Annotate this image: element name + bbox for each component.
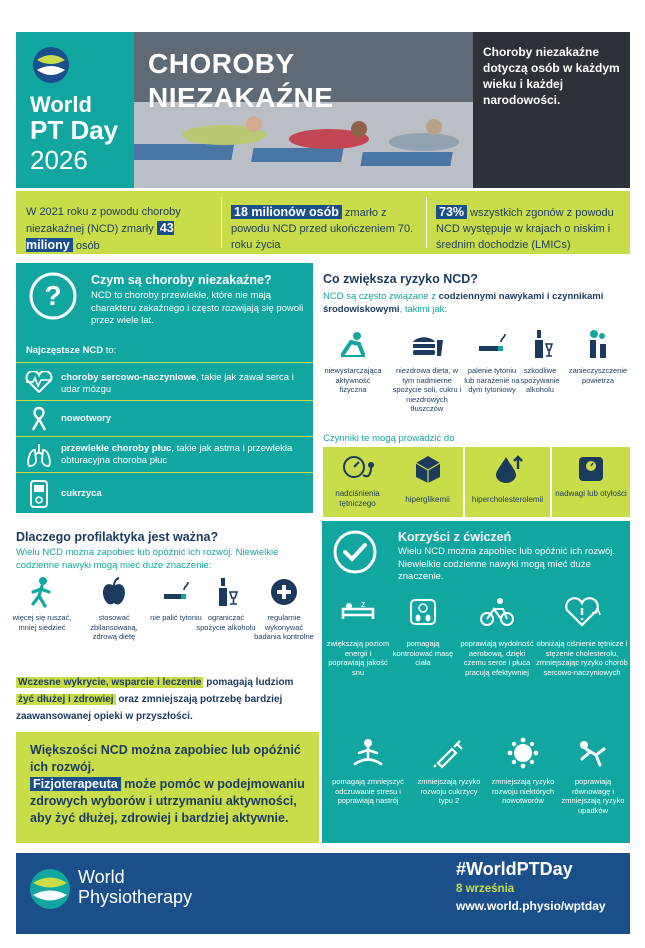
benefit-label: pomagają zmniejszyć odczuwanie stresu i poprawiają nastrój <box>332 777 404 805</box>
lead-to-label: Czynniki te mogą prowadzić do <box>323 433 455 444</box>
habit-label: więcej się ruszać, mniej siedzieć <box>12 613 72 632</box>
svg-text:?: ? <box>44 280 62 311</box>
logo-ptday-text: PT Day <box>30 115 119 145</box>
benefit-stress <box>326 737 410 806</box>
habit-label: stosować zbilansowaną, zdrową dietę <box>90 613 138 641</box>
result-hypertension <box>323 447 392 517</box>
footer-date: 8 września <box>456 883 515 895</box>
benefit-label: poprawiają wydolność aerobową, dzięki czemu serce i płuca pracują efektywniej <box>460 639 534 677</box>
world-physiotherapy-logo-icon <box>28 867 72 911</box>
logo-year-text: 2026 <box>30 145 88 175</box>
stat-1-suffix: osób <box>72 240 100 252</box>
stat-2-highlight: 18 milionów osób <box>231 205 342 219</box>
footer-url[interactable]: www.world.physio/wptday <box>456 899 606 913</box>
header-photo <box>134 32 473 188</box>
risk-intro-pre: NCD są często związane z <box>323 291 439 302</box>
ncd-info-panel <box>16 263 313 513</box>
disease-rest: , takie jak astma i przewlekła obturacyjna choroba płuc <box>61 443 293 466</box>
wine-bottle-icon <box>524 328 556 360</box>
stat-3 <box>426 191 630 254</box>
common-ncd-label <box>26 345 116 356</box>
world-pt-day-logo-icon <box>32 46 70 84</box>
risk-intro-bold: codziennymi nawykami i czynnikami środowiskowymi <box>323 291 604 315</box>
common-ncd-suffix: to: <box>103 345 117 356</box>
habit-move-more <box>10 576 74 632</box>
cell-icon <box>506 737 540 769</box>
prevention-description: Wielu NCD można zapobiec lub opóźnić ich rozwój. Niewielkie codzienne nawyki mogą mieć duże znaczenie: <box>16 547 279 571</box>
disease-bold: nowotwory <box>61 413 112 424</box>
benefit-balance <box>560 737 626 815</box>
callout-line1: Większości NCD można zapobiec lub opóźnić ich rozwój. <box>30 743 301 774</box>
title-line2: NIEZAKAŹNE <box>148 82 334 113</box>
benefit-label: zwiększają poziom energii i poprawiają jakość snu <box>326 639 390 677</box>
benefit-cancer <box>488 737 558 806</box>
callout-text <box>30 742 315 827</box>
benefits-panel <box>322 521 630 843</box>
cholesterol-drop-icon <box>492 453 524 485</box>
benefit-label: obniżają ciśnienie tętnicze i stężenie cholesterolu, zmniejszając ryzyko chorób sercowo-naczyniowych <box>536 639 628 677</box>
disease-text <box>61 413 111 425</box>
risk-factor-pollution <box>566 328 630 385</box>
logo-panel <box>16 32 134 188</box>
factory-smoke-icon <box>582 328 614 360</box>
prevention-title: Dlaczego profilaktyka jest ważna? <box>16 530 219 544</box>
disease-text <box>61 443 301 467</box>
ncd-title: Czym są choroby niezakaźne? <box>91 273 272 287</box>
early-mid: pomagają ludziom <box>203 677 294 688</box>
sedentary-person-icon <box>337 328 369 360</box>
ncd-description: NCD to choroby przewlekłe, które nie mają charakteru zakaźnego i często rozwijają się powoli przez wiele lat. <box>91 290 304 326</box>
footer <box>16 853 630 934</box>
sugar-cube-icon <box>412 453 444 485</box>
stat-2-text: zmarło z powodu NCD przed ukończeniem 70. roku życia <box>231 207 414 251</box>
habit-healthy-diet <box>82 576 146 642</box>
benefits-description: Wielu NCD można zapobiec lub opóźnić ich rozwój. Niewielkie codzienne nawyki mogą mieć duże znaczenie. <box>398 546 616 582</box>
benefit-label: zmniejszają ryzyko rozwoju cukrzycy typu 2 <box>417 777 481 805</box>
risk-factor-diet <box>392 328 462 414</box>
risk-factor-label: niewystarczająca aktywność fizyczna <box>324 366 382 394</box>
falling-person-icon <box>576 737 610 769</box>
result-label: nadciśnienia tętniczego <box>335 489 380 508</box>
lungs-icon <box>25 442 53 468</box>
habit-limit-alcohol <box>196 576 256 632</box>
risk-factor-label: szkodliwe spożywanie alkoholu <box>520 366 560 394</box>
question-icon <box>28 271 78 321</box>
svg-text:z: z <box>361 599 366 609</box>
scale-icon <box>575 453 607 485</box>
risk-factor-label: palenie tytoniu lub narażenie na dym tytoniowy <box>464 366 520 394</box>
glucose-meter-icon <box>28 479 50 509</box>
medical-cross-icon <box>269 576 299 608</box>
habit-label: regularnie wykonywać badania kontrolne <box>254 613 314 641</box>
disease-row-diabetes <box>16 472 313 513</box>
early-post: oraz zmniejszają potrzebę bardziej zaawansowanej opieki w przyszłości. <box>16 694 283 722</box>
habit-label: nie palić tytoniu <box>150 613 202 622</box>
disease-bold: cukrzyca <box>61 488 102 499</box>
disease-bold: przewlekłe choroby płuc <box>61 443 172 454</box>
blood-pressure-icon <box>341 453 375 485</box>
stat-1-highlight: 43 miliony <box>26 221 174 252</box>
disease-row-cardio <box>16 362 313 400</box>
stat-3-highlight: 73% <box>436 205 467 219</box>
stat-3-text: wszystkich zgonów z powodu NCD występuje w krajach o niskim i średnim dochodzie (LMICs) <box>436 207 614 251</box>
risk-factor-label: niezdrowa dieta, w tym nadmierne spożycie soli, cukru i niezdrowych tłuszczów <box>392 366 462 413</box>
wine-bottle-icon <box>211 576 241 608</box>
early-detection-text <box>16 674 311 725</box>
callout-highlight: Fizjoterapeuta <box>30 777 121 791</box>
disease-bold: choroby sercowo-naczyniowe <box>61 372 197 383</box>
benefit-label: pomagają kontrolować masę ciała <box>392 639 454 667</box>
benefit-label: zmniejszają ryzyko rozwoju niektórych nowotworów <box>491 777 555 805</box>
result-hypercholesterolemia <box>465 447 550 517</box>
risk-intro-post: , takimi jak: <box>399 304 448 315</box>
habit-label: ograniczać spożycie alkoholu <box>196 613 256 632</box>
benefit-weight <box>392 597 454 668</box>
benefit-aerobic <box>458 597 536 677</box>
tagline: Choroby niezakaźne dotyczą osób w każdym wieku i każdej narodowości. <box>483 45 620 107</box>
benefit-blood-pressure <box>536 597 628 677</box>
scale-icon <box>408 597 438 627</box>
disease-text <box>61 372 306 396</box>
sleep-bed-icon <box>341 597 375 625</box>
benefits-title: Korzyści z ćwiczeń <box>398 530 512 544</box>
tagline-panel <box>473 32 630 188</box>
result-label: hiperglikemii <box>405 495 450 504</box>
benefit-diabetes <box>414 737 484 806</box>
stats-bar <box>16 191 630 254</box>
risk-factor-alcohol <box>512 328 568 395</box>
risk-factor-label: zanieczyszczenie powietrza <box>568 366 628 385</box>
callout-rest: może pomóc w podejmowaniu zdrowych wyborów i utrzymaniu aktywności, aby żyć dłużej, zdrowiej i bardziej aktywnie. <box>30 777 305 825</box>
disease-row-cancer <box>16 400 313 436</box>
benefit-energy <box>326 597 390 677</box>
risk-factor-inactivity <box>322 328 384 395</box>
cigarette-icon <box>161 576 191 608</box>
heart-pulse-icon <box>24 371 54 393</box>
logo-world-text: World <box>30 92 92 117</box>
risk-intro <box>323 290 628 316</box>
disease-row-lungs <box>16 436 313 472</box>
ribbon-icon <box>29 406 49 432</box>
result-hyperglycemia <box>392 447 463 517</box>
physio-callout <box>16 732 319 843</box>
risk-title: Co zwiększa ryzyko NCD? <box>323 272 478 286</box>
common-ncd-bold: Najczęstsze NCD <box>26 345 104 356</box>
early-highlight: Wczesne wykrycie, wsparcie i leczenie <box>18 677 202 688</box>
title-line1: CHOROBY <box>148 48 295 79</box>
stat-1 <box>16 191 221 254</box>
footer-org-line2: Physiotherapy <box>78 887 193 907</box>
fast-food-icon <box>409 328 445 360</box>
footer-hashtag: #WorldPTDay <box>456 859 573 879</box>
disease-rest: , takie jak zawał serca i udar mózgu <box>61 372 294 395</box>
footer-org-line1: World <box>78 867 125 887</box>
heart-alert-icon <box>562 597 602 627</box>
walking-person-icon <box>27 576 57 608</box>
early-highlight-2: żyć dłużej i zdrowiej <box>18 694 114 705</box>
stat-1-text: W 2021 roku z powodu choroby niezakaźnej (NCD) zmarły <box>26 206 181 235</box>
result-overweight <box>552 447 630 517</box>
habit-checkups <box>252 576 316 642</box>
benefit-label: poprawiają równowagę i zmniejszają ryzyko upadków <box>561 777 625 815</box>
syringe-icon <box>432 737 466 769</box>
stat-2 <box>221 191 426 254</box>
cigarette-icon <box>476 328 508 360</box>
disease-text <box>61 488 102 500</box>
result-label: hipercholesterolemii <box>471 495 544 504</box>
checkmark-circle-icon <box>332 529 378 575</box>
cyclist-icon <box>479 597 515 627</box>
result-label: nadwagi lub otyłości <box>555 489 627 498</box>
apple-icon <box>99 576 129 608</box>
meditation-icon <box>351 737 385 769</box>
